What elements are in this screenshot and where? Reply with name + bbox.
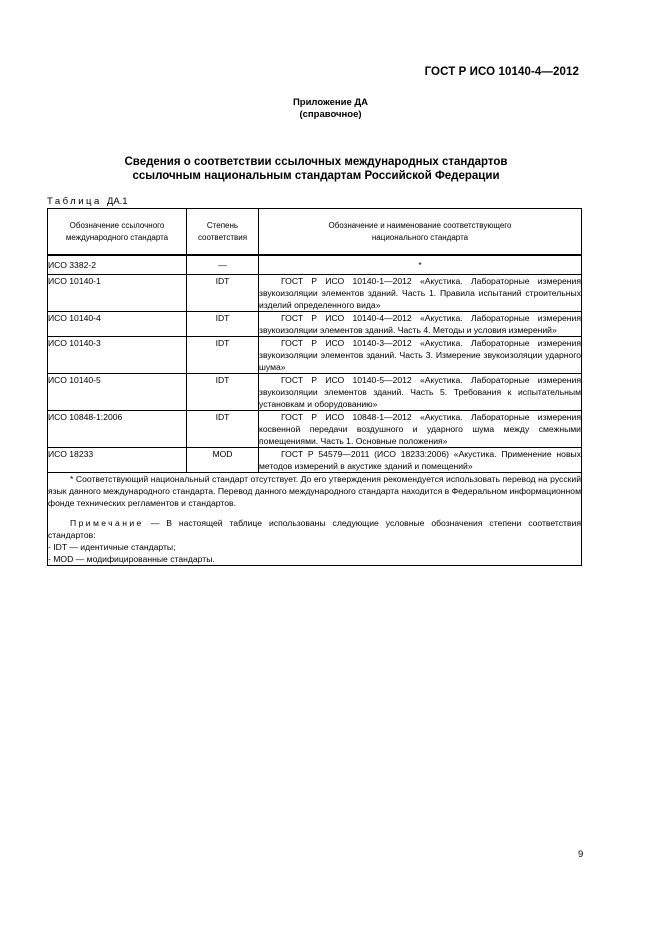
cell-degree: IDT (187, 337, 259, 374)
cell-code: ИСО 10848-1:2006 (48, 411, 187, 448)
table-caption (47, 196, 128, 207)
cell-degree: — (187, 255, 259, 275)
cell-national: ГОСТ Р ИСО 10140-5—2012 «Акустика. Лабораторные измерения звукоизоляции элементов зданий. Часть 5. Требования к испытательным установкам и оборудованию» (259, 375, 581, 409)
appendix-subtitle: (справочное) (299, 109, 362, 120)
table-caption-number: ДА.1 (106, 196, 128, 207)
table-row (48, 411, 582, 448)
table-row (48, 337, 582, 374)
header-national-standard: Обозначение и наименование соответствующего национального стандарта (259, 209, 582, 256)
cell-degree: IDT (187, 374, 259, 411)
table-caption-label: Таблица (47, 196, 102, 207)
cell-code: ИСО 10140-3 (48, 337, 187, 374)
section-title-line2: ссылочным национальным стандартам Российской Федерации (132, 170, 500, 182)
header-degree: Степень соответствия (187, 209, 259, 256)
cell-degree: IDT (187, 411, 259, 448)
cell-national: ГОСТ Р ИСО 10140-4—2012 «Акустика. Лабораторные измерения звукоизоляции элементов зданий. Часть 4. Методы и условия измерений» (259, 313, 581, 335)
cell-code: ИСО 18233 (48, 448, 187, 473)
table-row (48, 275, 582, 312)
note-text: — В настоящей таблице использованы следующие условные обозначения степени соответствия стандартов: (48, 518, 581, 540)
table-notes-row (48, 473, 582, 566)
cell-degree: IDT (187, 312, 259, 337)
table-row (48, 448, 582, 473)
cell-degree: IDT (187, 275, 259, 312)
standards-correspondence-table (47, 208, 582, 566)
document-code: ГОСТ Р ИСО 10140-4—2012 (424, 66, 579, 78)
table-note (48, 517, 581, 541)
section-title (0, 155, 632, 183)
appendix-title: Приложение ДА (292, 97, 369, 108)
cell-national: * (259, 255, 582, 275)
appendix-heading (0, 97, 661, 121)
cell-degree: MOD (187, 448, 259, 473)
table-footnote: * Соответствующий национальный стандарт отсутствует. До его утверждения рекомендуется использовать перевод на русский язык данного международного стандарта. Перевод данного международного стандарта находится в Федеральном информационном фонде технических регламентов и стандартов. (48, 474, 581, 508)
table-row (48, 312, 582, 337)
section-title-line1: Сведения о соответствии ссылочных международных стандартов (124, 156, 508, 168)
cell-national: ГОСТ Р ИСО 10848-1—2012 «Акустика. Лабораторные измерения косвенной передачи воздушного и ударного шума между смежными помещениями. Часть 1. Основные положения» (259, 412, 581, 446)
note-item-idt: - IDT — идентичные стандарты; (48, 542, 176, 552)
table-row (48, 374, 582, 411)
header-international-standard: Обозначение ссылочного международного стандарта (48, 209, 187, 256)
table-row (48, 255, 582, 275)
cell-national: ГОСТ Р ИСО 10140-1—2012 «Акустика. Лабораторные измерения звукоизоляции элементов зданий. Часть 1. Правила испытаний строительных изделий определенного вида» (259, 276, 581, 310)
note-label: Примечание (70, 518, 144, 528)
cell-code: ИСО 10140-4 (48, 312, 187, 337)
cell-national: ГОСТ Р 54579—2011 (ИСО 18233:2006) «Акустика. Применение новых методов измерений в акустике зданий и помещений» (259, 449, 581, 471)
cell-code: ИСО 10140-1 (48, 275, 187, 312)
table-header-row (48, 209, 582, 256)
note-item-mod: - MOD — модифицированные стандарты. (48, 554, 215, 564)
cell-code: ИСО 3382-2 (48, 255, 187, 275)
page-number: 9 (578, 849, 584, 860)
table-notes (48, 473, 582, 566)
cell-national: ГОСТ Р ИСО 10140-3—2012 «Акустика. Лабораторные измерения звукоизоляции элементов зданий. Часть 3. Измерение звукоизоляции ударного шума» (259, 338, 581, 372)
cell-code: ИСО 10140-5 (48, 374, 187, 411)
